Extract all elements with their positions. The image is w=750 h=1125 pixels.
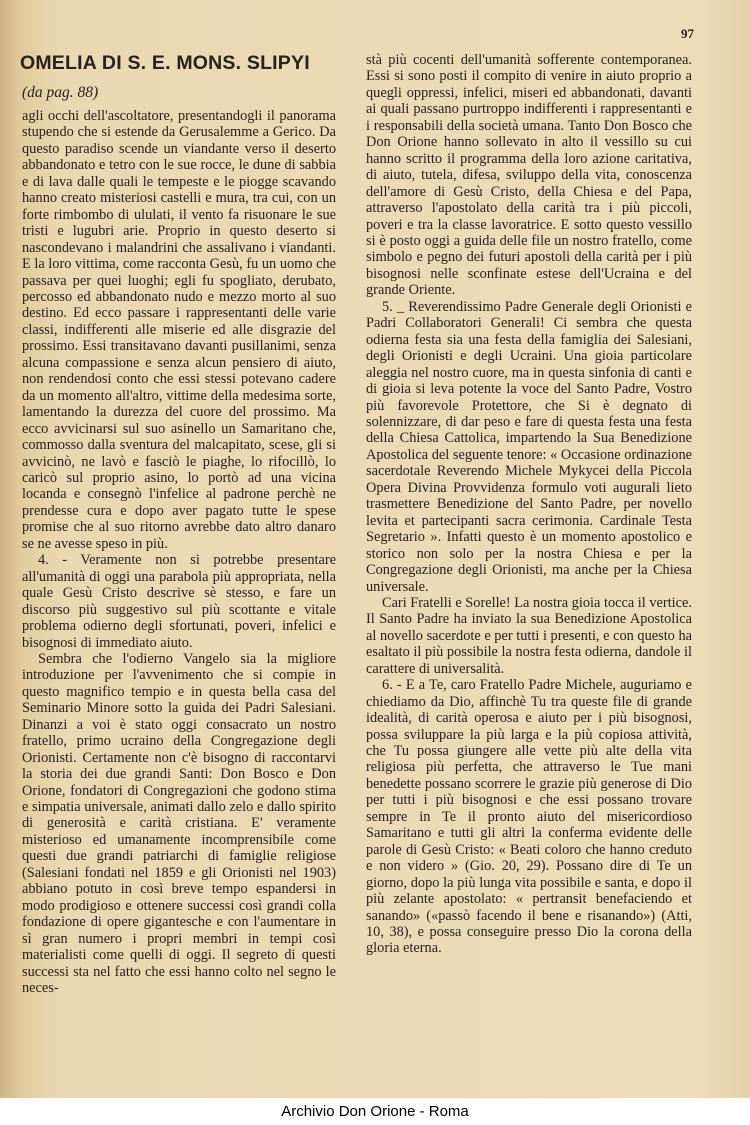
archive-footer: Archivio Don Orione - Roma: [0, 1098, 750, 1125]
left-column: [22, 108, 336, 996]
paragraph: 5. _ Reverendissimo Padre Generale degli Orionisti e Padri Collaboratori Generali! Ci sembra che questa odierna festa sia una festa della famiglia dei Salesiani, degli Orionisti e degli Ucraini. Una gioia particolare aleggia nel nostro cuore, ma in questa sinfonia di canti e di gioia si leva potente la voce del Santo Padre, Vostro più favorevole Protettore, che Si è degnato di solennizzare, di dar peso e fare di questa festa una festa della Chiesa Cattolica, impartendo la Sua Benedizione Apostolica del seguente tenore: « Occasione ordinazione sacerdotale Reverendo Michele Mykycei della Piccola Opera Divina Provvidenza formulo voti augurali lieto trasmettere Benedizione del Santo Padre, per novello levita et partecipanti sacra cerimonia. Cardinale Testa Segretario ». Infatti questo è un momento apostolico e storico non solo per la nostra Chiesa e per la Congregazione degli Orionisti, ma anche per la Chiesa universale.: [366, 298, 692, 595]
page-number: 97: [681, 26, 694, 41]
paragraph: stà più cocenti dell'umanità sofferente contemporanea. Essi si sono posti il compito di venire in aiuto proprio a quegli oppressi, infelici, miseri ed abbandonati, davanti ai quali passano purtroppo indifferenti i rappresentanti e i responsabili della società umana. Tanto Don Bosco che Don Orione hanno sollevato in alto il vessillo su cui hanno scritto il programma della loro azione caritativa, di aiuto, tutela, difesa, sviluppo della vita, conoscenza dell'amore di Gesù Cristo, della Chiesa e del Papa, attraverso l'apostolato della carità tra i più piccoli, poveri e tra la classe lavoratrice. E sotto questo vessillo si è posto oggi a guida delle file un nostro fratello, come simbolo e pegno dei futuri apostoli della carità per i più bisognosi nelle sconfinate estese dell'Ucraina e del grande Oriente.: [366, 52, 692, 299]
right-column: [366, 52, 692, 957]
paragraph: Cari Fratelli e Sorelle! La nostra gioia tocca il vertice. Il Santo Padre ha inviato la sua Benedizione Apostolica al novello sacerdote e per tutti i presenti, e con questo ha esaltato il più possibile la nostra festa odierna, dandole il carattere di universalità.: [366, 594, 692, 677]
paragraph: 6. - E a Te, caro Fratello Padre Michele, auguriamo e chiediamo da Dio, affinchè Tu tra queste file di grande idealità, di carità operosa e aiuto per i più bisognosi, possa sviluppare la più larga e la più copiosa attività, che Tu possa giungere alle vette più alte della vita religiosa più perfetta, che attraverso le Tue mani benedette possano scorrere le grazie più generose di Dio per tutti i più bisognosi e che essi possano trovare sempre in Te il pronto aiuto del misericordioso Samaritano e tutti gli altri la conferma evidente delle parole di Gesù Cristo: « Beati coloro che hanno creduto e non videro » (Gio. 20, 29). Possano dire di Te un giorno, dopo la più lunga vita possibile e santa, e dopo il più zelante apostolato: « pertransit benefaciendo et sanando» («passò facendo il bene e risanando») (Atti, 10, 38), e possa conseguire presso Dio la corona della gloria eterna.: [366, 677, 692, 957]
paragraph: Sembra che l'odierno Vangelo sia la migliore introduzione per l'avvenimento che si compie in questo magnifico tempio e in questa bella casa del Seminario Minore sotto la guida dei Padri Salesiani. Dinanzi a voi è stato oggi consacrato un nostro fratello, primo ucraino della Congregazione degli Orionisti. Certamente non c'è bisogno di raccontarvi la storia dei due grandi Santi: Don Bosco e Don Orione, fondatori di Congregazioni che godono stima e simpatia universale, animati dallo zelo e dallo spirito di generosità e carità cristiana. E' veramente misterioso ed umanamente incomprensibile come questi due grandi patriarchi di famiglie religiose (Salesiani fondati nel 1859 e gli Orionisti nel 1903) abbiano potuto in così breve tempo espandersi in modo prodigioso e ottenere successi così grandi colla fondazione di opere gigantesche e con l'aumentare in sì gran numero i propri membri in tempi così materialisti come quelli di oggi. Il segreto di questi successi sta nel fatto che essi hanno colto nel segno le neces-: [22, 650, 336, 997]
continued-from-note: (da pag. 88): [22, 84, 99, 101]
paragraph: agli occhi dell'ascoltatore, presentandogli il panorama stupendo che si estende da Gerusalemme a Gerico. Da questo paradiso scende un viandante verso il deserto abbandonato e tetro con le sue rocce, le dune di sabbia e di lava dalle quali le tempeste e le piogge scavando hanno creato misteriosi castelli e mura, tra cui, con un forte rimbombo di ululati, il vento fa risuonare le sue tristi e lugubri arie. Proprio in questo deserto si nascondevano i malandrini che assalivano i viandanti. E la loro vittima, come racconta Gesù, fu un uomo che passava per quei luoghi; egli fu spogliato, derubato, percosso ed abbandonato nudo e mezzo morto al suo destino. Ed ecco passare i rappresentanti delle varie classi, indifferenti alle miserie ed alle disgrazie del prossimo. Essi transitavano davanti pusillanimi, senza alcuna compassione e senza alcun pensiero di aiuto, non rendendosi conto che essi stessi potevano cadere da un momento all'altro, vittime della medesima sorte, lamentando la durezza del cuore del prossimo. Ma ecco avvicinarsi sul suo asinello un Samaritano che, commosso dalla sventura del malcapitato, scese, gli si avvicinò, ne lavò e fasciò le piaghe, lo rifocillò, lo caricò sul proprio asino, lo portò ad una vicina locanda e consegnò l'infelice al padrone perchè ne prendesse cura e dopo aver pagato tutte le spese promise che al suo ritorno avrebbe dato altro danaro se ne avesse speso in più.: [22, 108, 336, 552]
article-title: OMELIA DI S. E. MONS. SLIPYI: [20, 52, 310, 74]
paragraph: 4. - Veramente non si potrebbe presentare all'umanità di oggi una parabola più appropriata, nella quale Gesù Cristo descrive sè stesso, e fare un discorso più suggestivo sul più scottante e vitale problema odierno degli sfortunati, poveri, infelici e bisognosi di immediato aiuto.: [22, 552, 336, 651]
